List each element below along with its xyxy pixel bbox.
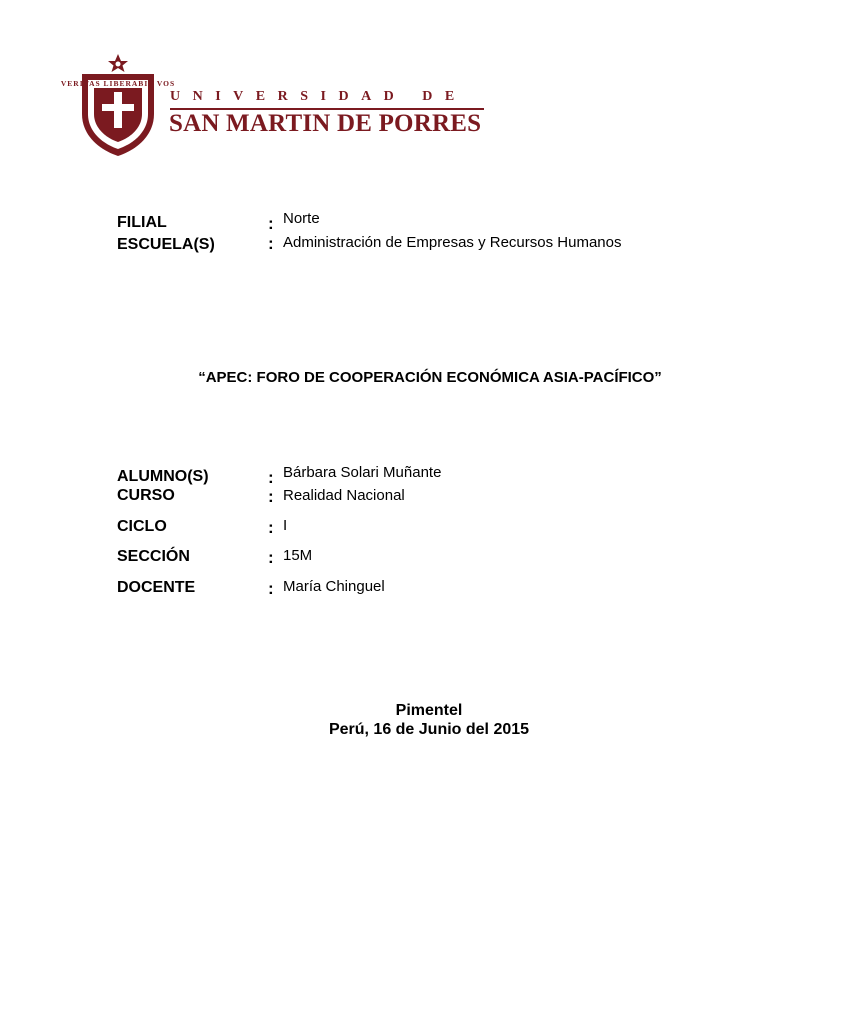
field-docente [117, 579, 697, 601]
field-value: 15M [283, 547, 313, 564]
field-label: CURSO [117, 487, 175, 504]
field-colon: : [268, 234, 274, 253]
field-value: Bárbara Solari Muñante [283, 464, 442, 481]
field-label: SECCIÓN [117, 548, 190, 565]
field-label: CICLO [117, 518, 167, 535]
field-curso [117, 487, 697, 509]
field-colon: : [268, 468, 274, 487]
field-filial [117, 212, 697, 234]
field-colon: : [268, 487, 274, 506]
university-subtitle: UNIVERSIDAD DE [170, 89, 467, 104]
field-colon: : [268, 579, 274, 598]
footer-date: Perú, 16 de Junio del 2015 [328, 721, 530, 738]
field-label: ALUMNO(S) [117, 468, 209, 485]
crest-motto: VERITAS LIBERABIT VOS [60, 79, 176, 88]
field-colon: : [268, 548, 274, 567]
field-escuela [117, 234, 697, 256]
field-value: María Chinguel [283, 578, 385, 595]
field-value: Administración de Empresas y Recursos Humanos [283, 234, 622, 251]
field-ciclo [117, 518, 697, 540]
field-alumno [117, 466, 697, 488]
field-value: Realidad Nacional [283, 487, 405, 504]
field-label: FILIAL [117, 214, 167, 231]
field-label: DOCENTE [117, 579, 196, 596]
field-colon: : [268, 518, 274, 537]
field-colon: : [268, 214, 274, 233]
field-label: ESCUELA(S) [117, 236, 215, 253]
university-logo [60, 52, 488, 158]
field-value: Norte [283, 210, 320, 227]
field-seccion [117, 548, 697, 570]
university-name: SAN MARTIN DE PORRES [169, 110, 482, 137]
document-title: “APEC: FORO DE COOPERACIÓN ECONÓMICA ASIA-PACÍFICO” [198, 369, 662, 386]
university-crest-icon [60, 52, 176, 158]
field-value: I [283, 517, 288, 534]
footer-place: Pimentel [395, 702, 463, 719]
